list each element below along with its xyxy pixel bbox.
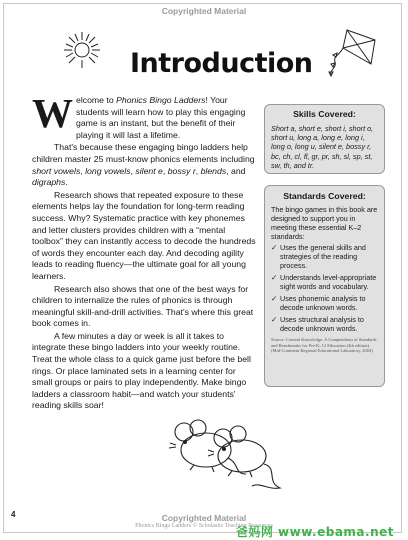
footer-book-credit: Phonics Bingo Ladders © Scholastic Teaching Resources: [135, 523, 273, 529]
standards-covered-title: Standards Covered:: [283, 191, 366, 201]
standard-item: ✓ Understands level-appropriate sight words and vocabulary.: [271, 273, 377, 291]
standards-source-note: Source: Content Knowledge: A Compendium of Standards and Benchmarks for Pre-K–12 Education (4th edition). (Mid-Continent Regional Educational Laboratory, 2004): [271, 337, 377, 354]
standard-item: ✓ Uses phonemic analysis to decode unknown words.: [271, 294, 366, 312]
paragraph-skills: That's because these engaging bingo ladders help children master 25 must-know phonics elements including short vowels, long vowels, silent e, bossy r, blends, and digraphs.: [32, 142, 255, 188]
copyright-notice-bottom: Copyrighted Material: [161, 513, 247, 523]
standard-item: ✓ Uses the general skills and strategies of the reading process.: [271, 243, 366, 270]
standards-covered-box: [264, 185, 385, 387]
drop-cap: W: [32, 90, 73, 136]
page-title: Introduction: [130, 48, 313, 79]
article-body: [32, 90, 257, 412]
paragraph-research: Research shows that repeated exposure to these elements helps lay the foundation for long-term reading success. Why? Systematic practice with key phonemes and letter clusters provides children with a “mental toolbox” they can instantly access to decode the hundreds of words they encounter each day. And decoding agility leads to reading fluency—the ultimate goal for all young learners.: [32, 189, 256, 281]
page-number: 4: [11, 510, 16, 519]
check-icon: ✓: [271, 315, 278, 324]
standard-item: ✓ Uses structural analysis to decode unknown words.: [271, 315, 364, 333]
book-title-ref: Phonics Bingo Ladders: [116, 95, 206, 105]
skills-covered-text: Short a, short e, short i, short o, short u, long a, long e, long i, long o, long u, silent e, bossy r, bc, ch, cl, fl, gr, pr, sh, sl, sp, st, sw, th, and tr.: [271, 124, 374, 170]
standards-intro: The bingo games in this book are designed to support you in meeting these essential K–2 standards:: [271, 205, 378, 241]
skills-covered-box: [264, 104, 385, 174]
skills-covered-title: Skills Covered:: [293, 109, 356, 119]
check-icon: ✓: [271, 294, 278, 303]
copyright-notice-top: Copyrighted Material: [161, 6, 247, 16]
check-icon: ✓: [271, 243, 278, 252]
kite-icon: [325, 26, 385, 84]
site-watermark: 爸妈网 www.ebama.net: [235, 525, 394, 539]
sun-icon: [58, 30, 106, 70]
intro-paragraph: Welcome to Phonics Bingo Ladders! Your students will learn how to play this engaging game is an instant, but the benefit of their playing it will last a lifetime.: [32, 90, 246, 140]
mice-icon: [168, 412, 288, 494]
check-icon: ✓: [271, 273, 278, 282]
paragraph-routine: A few minutes a day or week is all it takes to integrate these bingo ladders into your weekly routine. Treat the whole class to a quick game just before the bell rings. Or place laminated sets in a learning center for small groups or pairs to play independently. Make bingo ladders a classroom habit—and watch your students' reading skills soar!: [32, 330, 251, 411]
paragraph-drill: Research also shows that one of the best ways for children to internalize the rules of phonics is through meaningful skill-and-drill activities. That's where this great book comes in.: [32, 283, 254, 329]
standards-list: [271, 243, 378, 333]
